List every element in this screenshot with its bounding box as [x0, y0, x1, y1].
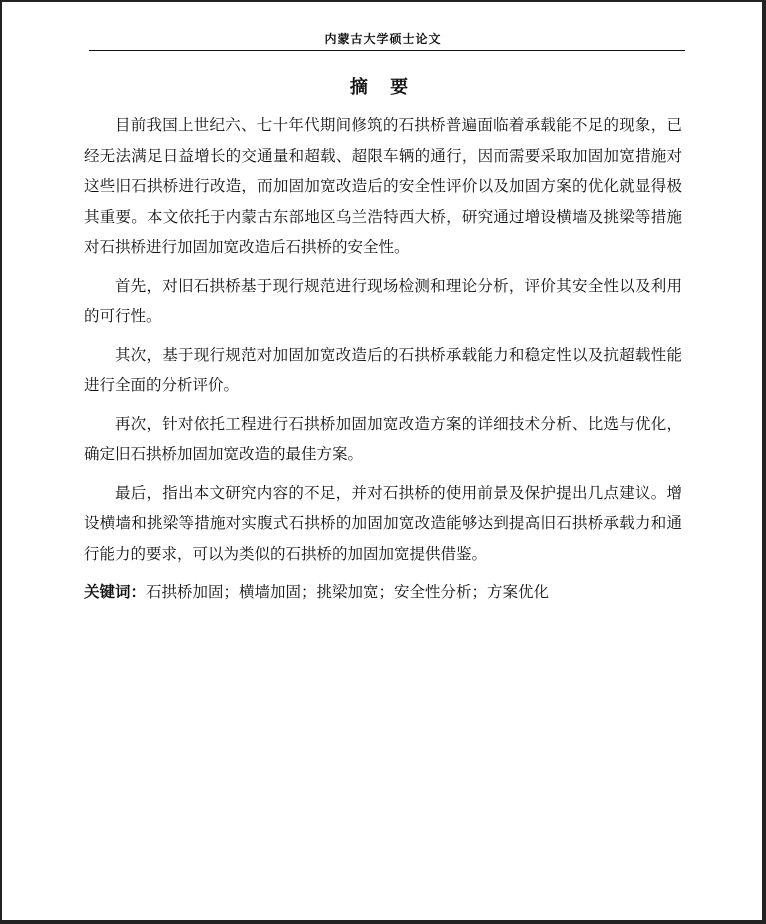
abstract-body — [84, 110, 682, 608]
keywords-line — [84, 577, 682, 608]
paragraph-final: 最后，指出本文研究内容的不足，并对石拱桥的使用前景及保护提出几点建议。增设横墙和挑梁等措施对实腹式石拱桥的加固加宽改造能够达到提高旧石拱桥承载力和通行能力的要求，可以为类似的石拱桥的加固加宽提供借鉴。 — [84, 483, 682, 563]
keywords-label: 关键词： — [84, 583, 147, 601]
abstract-title: 摘 要 — [349, 77, 417, 98]
keywords-text: 石拱桥加固；横墙加固；挑梁加宽；安全性分析；方案优化 — [146, 583, 550, 601]
paragraph-first: 首先，对旧石拱桥基于现行规范进行现场检测和理论分析，评价其安全性以及利用的可行性。 — [84, 276, 682, 325]
paragraph-intro: 目前我国上世纪六、七十年代期间修筑的石拱桥普遍面临着承载能不足的现象，已经无法满足日益增长的交通量和超载、超限车辆的通行，因而需要采取加固加宽措施对这些旧石拱桥进行改造，而加固加宽改造后的安全性评价以及加固方案的优化就显得极其重要。本文依托于内蒙古东部地区乌兰浩特西大桥，研究通过增设横墙及挑梁等措施对石拱桥进行加固加宽改造后石拱桥的安全性。 — [84, 116, 682, 256]
paragraph-third: 再次，针对依托工程进行石拱桥加固加宽改造方案的详细技术分析、比选与优化，确定旧石拱桥加固加宽改造的最佳方案。 — [84, 414, 682, 463]
header-rule — [89, 50, 685, 51]
running-header: 内蒙古大学硕士论文 — [324, 32, 442, 46]
paragraph-second: 其次，基于现行规范对加固加宽改造后的石拱桥承载能力和稳定性以及抗超载性能进行全面的分析评价。 — [84, 345, 682, 394]
